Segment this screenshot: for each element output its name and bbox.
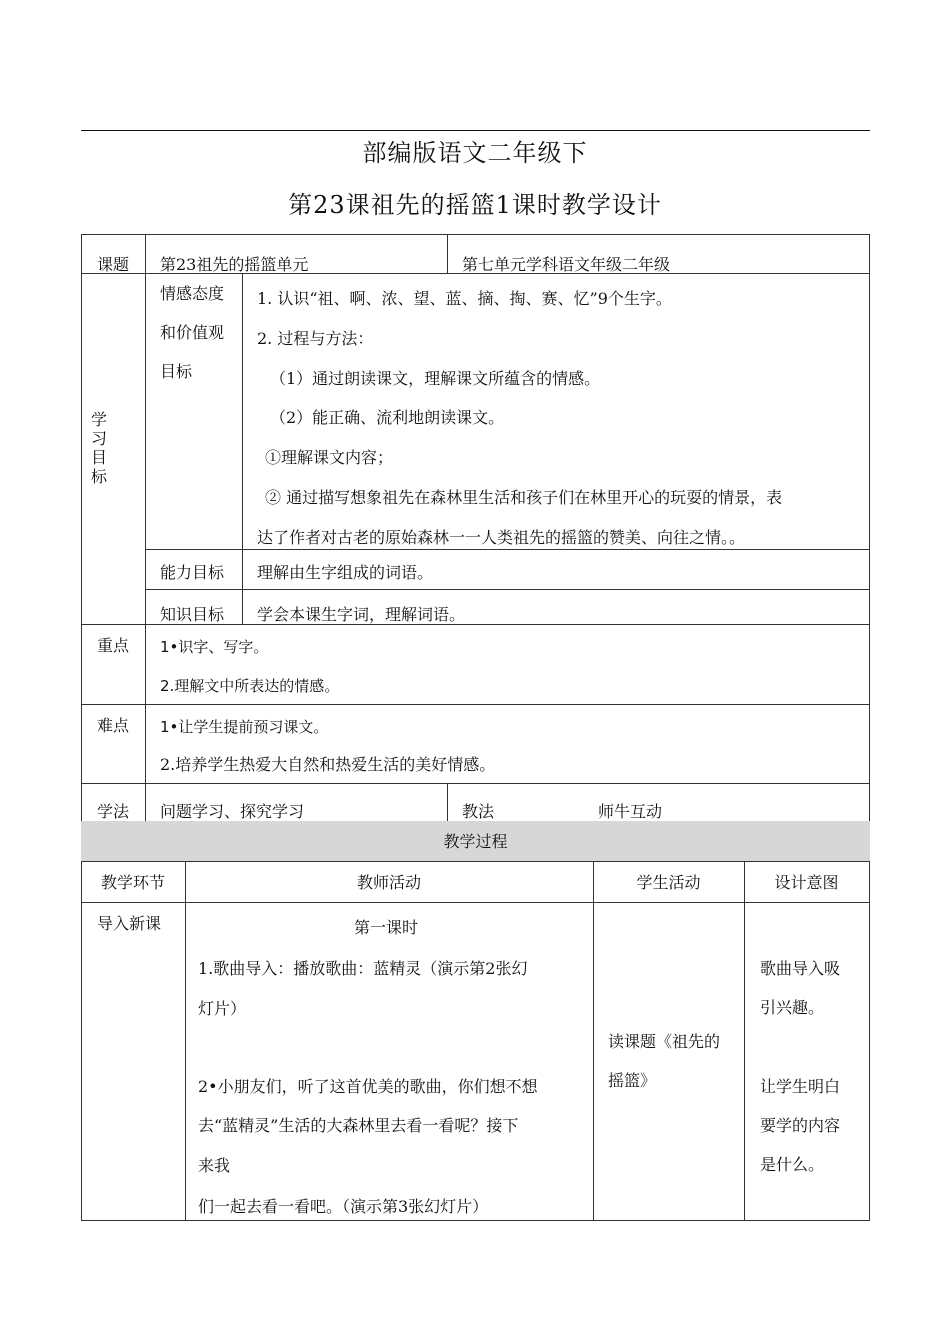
key-point-line: 1•识字、写字。: [160, 638, 269, 656]
document-subtitle: 第23课祖先的摇篮1课时教学设计: [288, 191, 662, 219]
emotion-label-line-2: 和价值观: [160, 323, 225, 342]
teacher-line: 1.歌曲导入：播放歌曲：蓝精灵（演示第2张幻: [198, 959, 528, 978]
knowledge-text: 学会本课生字词，理解词语。: [257, 605, 466, 624]
learning-method-label: 学法: [97, 802, 130, 821]
knowledge-label: 知识目标: [160, 605, 225, 624]
document-title: 部编版语文二年级下: [362, 139, 588, 167]
header-teacher: 教师活动: [356, 873, 421, 892]
ability-text: 理解由生字组成的词语。: [257, 563, 434, 582]
objectives-group-label: 学习目标: [90, 410, 107, 486]
teacher-line: 来我: [198, 1156, 231, 1175]
intent-line: 引兴趣。: [760, 998, 825, 1017]
lesson-title: 第23祖先的摇篮单元: [160, 255, 309, 274]
key-point-line: 2.理解文中所表达的情感。: [160, 677, 340, 695]
top-rule: [81, 130, 870, 131]
teaching-method-value: 师牛互动: [598, 802, 663, 821]
objective-line: （1）通过朗读课文，理解课文所蕴含的情感。: [270, 369, 601, 388]
intent-line: 让学生明白: [760, 1077, 841, 1096]
teacher-line: 第一课时: [354, 918, 419, 937]
objective-line: 1. 认识“祖、啊、浓、望、蓝、摘、掏、赛、忆”9个生字。: [257, 289, 672, 308]
header-stage: 教学环节: [100, 873, 165, 892]
header-intent: 设计意图: [774, 873, 839, 892]
emotion-label-line-1: 情感态度: [160, 284, 225, 303]
ability-label: 能力目标: [160, 563, 225, 582]
objective-line: ② 通过描写想象祖先在森林里生活和孩子们在林里开心的玩耍的情景，表: [265, 488, 783, 507]
teacher-line: 们一起去看一看吧。（演示第3张幻灯片）: [198, 1197, 489, 1216]
intent-line: 是什么。: [760, 1155, 825, 1174]
objective-line: ①理解课文内容；: [265, 448, 394, 467]
emotion-label-line-3: 目标: [160, 362, 193, 381]
objective-line: 2. 过程与方法：: [257, 329, 374, 348]
header-student: 学生活动: [636, 873, 701, 892]
student-line: 摇篮》: [608, 1071, 657, 1090]
teacher-line: 去“蓝精灵”生活的大森林里去看一看呢？接下: [198, 1116, 519, 1135]
stage-cell: 导入新课: [97, 914, 162, 933]
student-line: 读课题《祖先的: [608, 1032, 721, 1051]
teacher-line: 灯片）: [198, 999, 247, 1018]
topic-label: 课题: [97, 255, 130, 274]
difficulty-line: 1•让学生提前预习课文。: [160, 718, 329, 736]
unit-subject-grade: 第七单元学科语文年级二年级: [462, 255, 671, 274]
key-points-label: 重点: [97, 636, 130, 655]
intent-line: 歌曲导入吸: [760, 959, 841, 978]
process-band-title: 教学过程: [443, 832, 508, 851]
intent-line: 要学的内容: [760, 1116, 841, 1135]
objective-line: （2）能正确、流利地朗读课文。: [270, 408, 505, 427]
difficulty-line: 2.培养学生热爱大自然和热爱生活的美好情感。: [160, 755, 496, 774]
teaching-method-label: 教法: [462, 802, 495, 821]
difficulties-label: 难点: [97, 716, 130, 735]
teacher-line: 2•小朋友们，听了这首优美的歌曲，你们想不想: [198, 1077, 538, 1096]
learning-method-value: 问题学习、探究学习: [160, 802, 305, 821]
objective-line: 达了作者对古老的原始森林一一人类祖先的摇篮的赞美、向往之情。。: [257, 528, 746, 547]
